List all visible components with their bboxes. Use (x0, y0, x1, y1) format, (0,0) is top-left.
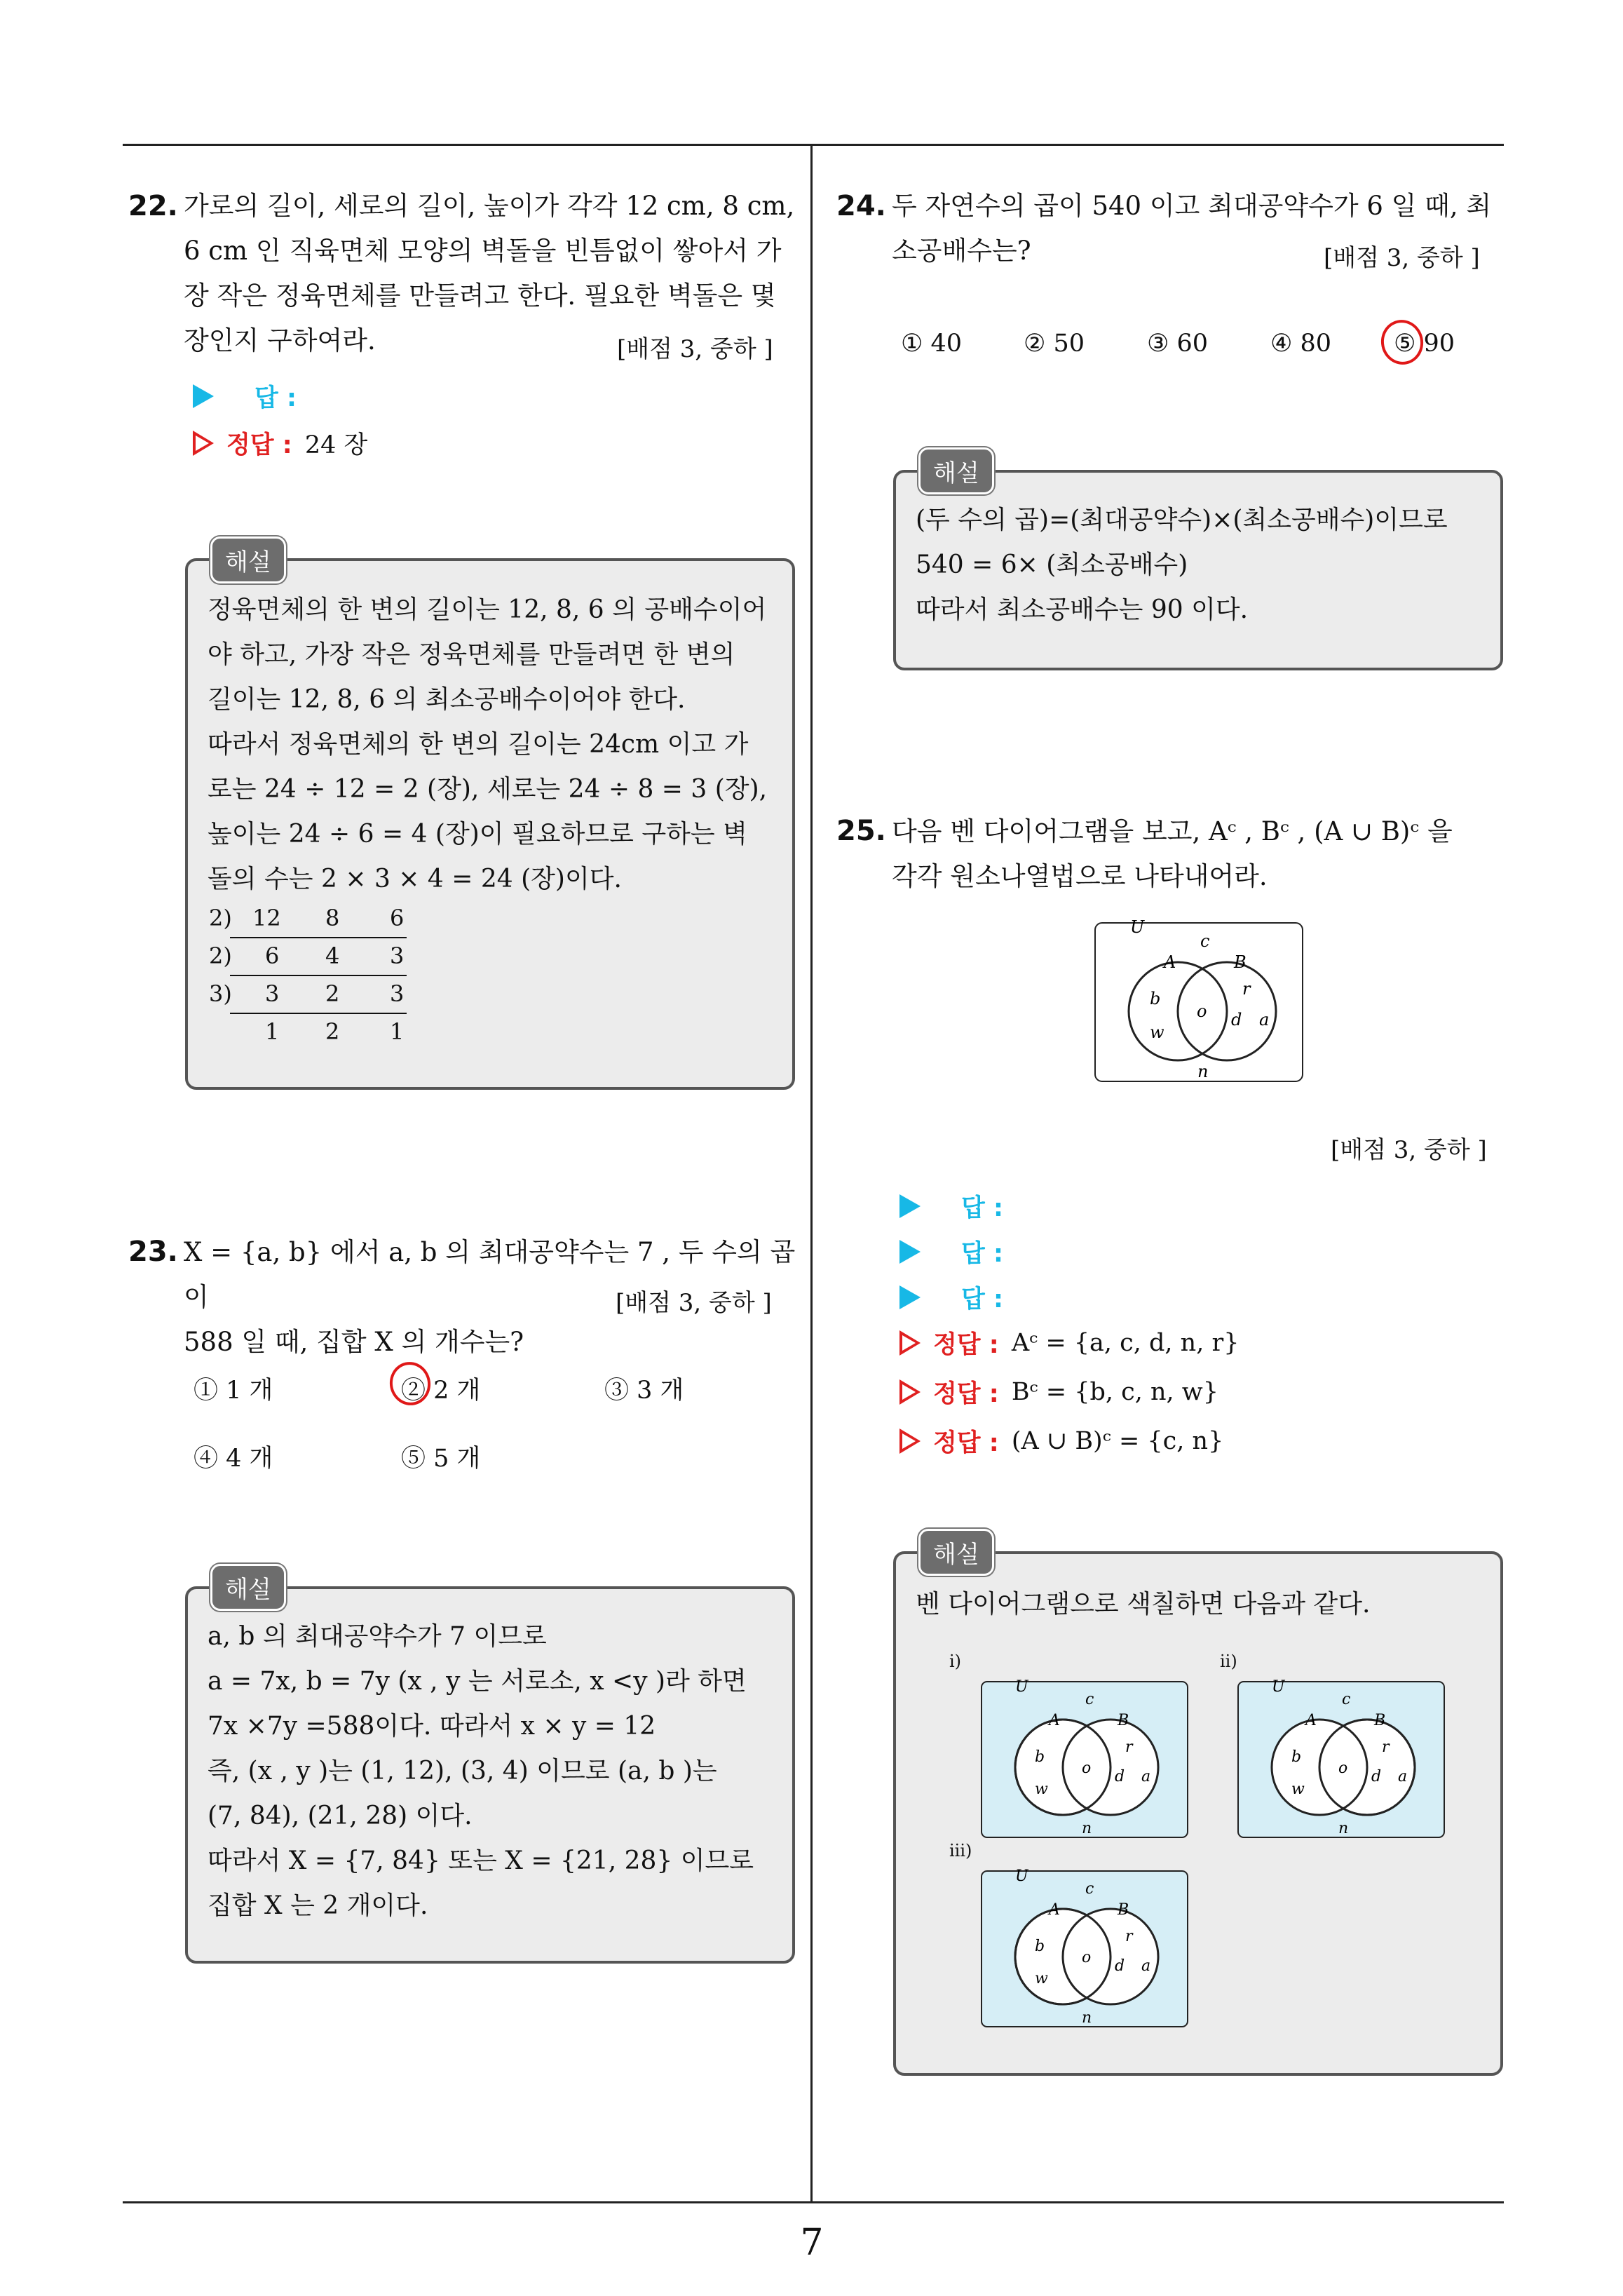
outline-triangle-icon (899, 1379, 921, 1405)
venn-label-A: A (1164, 952, 1176, 972)
answer-label: 답 : (961, 1285, 1003, 1314)
score-meta: [배점 3, 중하 ] (616, 1289, 772, 1317)
top-rule (123, 144, 1504, 146)
venn-diagram-shaded-iii (980, 1861, 1190, 2030)
venn-label-a: a (1141, 1768, 1151, 1785)
venn-label-b: b (1291, 1748, 1302, 1766)
answer-label: 답 : (254, 384, 297, 412)
answer-label: 답 : (961, 1194, 1003, 1222)
venn-label-c: c (1085, 1880, 1094, 1898)
explanation-tag: 해설 (918, 447, 994, 494)
correct-answer-row (899, 1424, 1223, 1459)
answer-row (899, 1189, 1003, 1224)
venn-label-U: U (1015, 1678, 1028, 1696)
question-text: 두 자연수의 곱이 540 이고 최대공약수가 6 일 때, 최 소공배수는? (892, 191, 1492, 266)
venn-label-w: w (1150, 1022, 1164, 1042)
venn-label-B: B (1118, 1712, 1129, 1729)
column-divider (810, 144, 813, 2202)
choice-4[interactable]: ④ 4 개 (193, 1445, 273, 1473)
question-text: 가로의 길이, 세로의 길이, 높이가 각각 12 cm, 8 cm, 6 cm 인 직육면체 모양의 벽돌을 빈틈없이 쌓아서 가 장 작은 정육면체를 만들려고 한다. 필요한 벽돌은 몇 장인지 구하여라. (184, 191, 795, 356)
correct-answer-row (899, 1375, 1218, 1410)
venn-diagram-shaded-ii (1237, 1672, 1447, 1840)
venn-label-r: r (1125, 1738, 1133, 1756)
question-number: 24. (836, 190, 886, 222)
venn-label-a: a (1259, 1010, 1270, 1029)
venn-label-a: a (1141, 1957, 1151, 1975)
bottom-rule (123, 2201, 1504, 2203)
venn-diagram-shaded-i (980, 1672, 1190, 1840)
venn-label-b: b (1035, 1938, 1045, 1955)
answer-label: 답 : (961, 1240, 1003, 1268)
choice-1[interactable]: ① 40 (901, 330, 963, 358)
venn-label-U: U (1130, 917, 1145, 937)
division-row: 2) 6 4 3 (209, 943, 405, 969)
venn-label-o: o (1197, 1001, 1207, 1021)
correct-label: 정답 : (933, 1380, 999, 1408)
venn-label-o: o (1082, 1949, 1092, 1966)
venn-diagram (1094, 912, 1311, 1087)
explanation-text: (두 수의 곱)=(최대공약수)×(최소공배수)이므로 540 = 6× (최소공배수) 따라서 최소공배수는 90 이다. (916, 506, 1448, 624)
venn-label-n: n (1082, 2009, 1092, 2027)
division-row: 3) 3 2 3 (209, 980, 405, 1007)
venn-label-A: A (1049, 1712, 1060, 1729)
correct-value: (A ∪ B)ᶜ = {c, n} (1011, 1427, 1224, 1455)
venn-label-n: n (1338, 1820, 1349, 1837)
division-row: 2) 12 8 6 (209, 905, 405, 931)
sub-label: iii) (949, 1841, 972, 1861)
explanation-text: 정육면체의 한 변의 길이는 12, 8, 6 의 공배수이어 야 하고, 가장 작은 정육면체를 만들려면 한 변의 길이는 12, 8, 6 의 최소공배수이어야 한다. 따라서 정육면체의 한 변의 길이는 24cm 이고 가 로는 24 ÷ 12 = 2 (장), 세로는 24 ÷ 8 = 3 (장), 높이는 24 ÷ 6 = 4 (장)이 필요하므로 구하는 벽 돌의 수는 2 × 3 × 4 = 24 (장)이다. (208, 595, 768, 893)
outline-triangle-icon (899, 1330, 921, 1356)
correct-label: 정답 : (933, 1331, 999, 1359)
venn-label-c: c (1200, 931, 1210, 951)
choice-2[interactable]: ② 50 (1024, 330, 1085, 358)
score-meta: [배점 3, 중하 ] (617, 335, 773, 363)
score-meta: [배점 3, 중하 ] (1324, 244, 1480, 272)
play-icon (899, 1285, 921, 1309)
explanation-tag: 해설 (210, 1564, 286, 1611)
selected-mark-circle (1377, 316, 1427, 368)
choice-5[interactable]: ⑤ 90 (1394, 330, 1455, 358)
choice-2[interactable]: ② 2 개 (401, 1377, 481, 1405)
venn-label-o: o (1338, 1760, 1348, 1777)
venn-label-A: A (1049, 1901, 1060, 1919)
venn-label-w: w (1035, 1970, 1048, 1987)
correct-answer-row (899, 1325, 1239, 1360)
choice-5[interactable]: ⑤ 5 개 (401, 1445, 481, 1473)
venn-label-d: d (1115, 1957, 1125, 1975)
venn-label-b: b (1035, 1748, 1045, 1766)
page-number: 7 (800, 2222, 824, 2264)
venn-label-B: B (1374, 1712, 1386, 1729)
correct-value: Bᶜ = {b, c, n, w} (1011, 1378, 1219, 1406)
question-number: 25. (836, 815, 886, 847)
sub-label: ii) (1220, 1652, 1237, 1671)
venn-label-U: U (1272, 1678, 1285, 1696)
question-number: 23. (128, 1236, 178, 1268)
venn-label-n: n (1197, 1062, 1209, 1081)
play-icon (899, 1194, 921, 1218)
venn-label-o: o (1082, 1760, 1092, 1777)
answer-row (899, 1234, 1003, 1269)
venn-label-r: r (1125, 1928, 1133, 1945)
outline-triangle-icon (193, 431, 214, 456)
answer-row (899, 1280, 1003, 1315)
venn-label-c: c (1342, 1691, 1351, 1708)
question-text: X = {a, b} 에서 a, b 의 최대공약수는 7 , 두 수의 곱이 588 일 때, 집합 X 의 개수는? (184, 1237, 796, 1357)
venn-label-r: r (1242, 979, 1251, 999)
correct-value: 24 장 (304, 431, 368, 459)
question-text: 다음 벤 다이어그램을 보고, Aᶜ , Bᶜ , (A ∪ B)ᶜ 을 각각 원소나열법으로 나타내어라. (892, 816, 1453, 891)
answer-row (193, 379, 297, 414)
venn-label-c: c (1085, 1691, 1094, 1708)
venn-label-B: B (1118, 1901, 1129, 1919)
score-meta: [배점 3, 중하 ] (1331, 1136, 1487, 1164)
venn-label-B: B (1234, 952, 1247, 972)
outline-triangle-icon (899, 1429, 921, 1454)
play-icon (193, 384, 214, 408)
play-icon (899, 1240, 921, 1264)
venn-label-U: U (1015, 1868, 1028, 1885)
sub-label: i) (949, 1652, 962, 1671)
venn-label-r: r (1382, 1738, 1390, 1756)
venn-label-d: d (1371, 1768, 1382, 1785)
question-number: 22. (128, 190, 178, 222)
division-line (230, 937, 407, 938)
explanation-tag: 해설 (918, 1529, 994, 1576)
correct-answer-row (193, 426, 367, 461)
choice-1[interactable]: ① 1 개 (193, 1377, 273, 1405)
correct-value: Aᶜ = {a, c, d, n, r} (1011, 1329, 1240, 1357)
venn-label-n: n (1082, 1820, 1092, 1837)
division-line (230, 1013, 407, 1014)
correct-label: 정답 : (933, 1429, 999, 1457)
explanation-text: a, b 의 최대공약수가 7 이므로 a = 7x, b = 7y (x , y 는 서로소, x <y )라 하면 7x ×7y =588이다. 따라서 x × y = 12 즉, (x , y )는 (1, 12), (3, 4) 이므로 (a, b )는 (7, 84), (21, 28) 이다. 따라서 X = {7, 84} 또는 X = {21, 28} 이므로 집합 X 는 2 개이다. (208, 1622, 754, 1920)
venn-label-w: w (1291, 1781, 1305, 1798)
venn-label-d: d (1115, 1768, 1125, 1785)
explanation-tag: 해설 (210, 536, 286, 583)
division-line (230, 975, 407, 976)
venn-label-d: d (1231, 1010, 1242, 1029)
venn-label-b: b (1150, 989, 1161, 1008)
choice-3[interactable]: ③ 3 개 (604, 1377, 684, 1405)
choice-4[interactable]: ④ 80 (1270, 330, 1332, 358)
choice-3[interactable]: ③ 60 (1147, 330, 1209, 358)
division-row: 1 2 1 (265, 1018, 405, 1045)
venn-label-w: w (1035, 1781, 1048, 1798)
division-table (209, 905, 419, 1056)
correct-label: 정답 : (226, 431, 292, 459)
venn-label-a: a (1398, 1768, 1408, 1785)
venn-label-A: A (1305, 1712, 1317, 1729)
explanation-text: 벤 다이어그램으로 색칠하면 다음과 같다. (916, 1590, 1371, 1619)
